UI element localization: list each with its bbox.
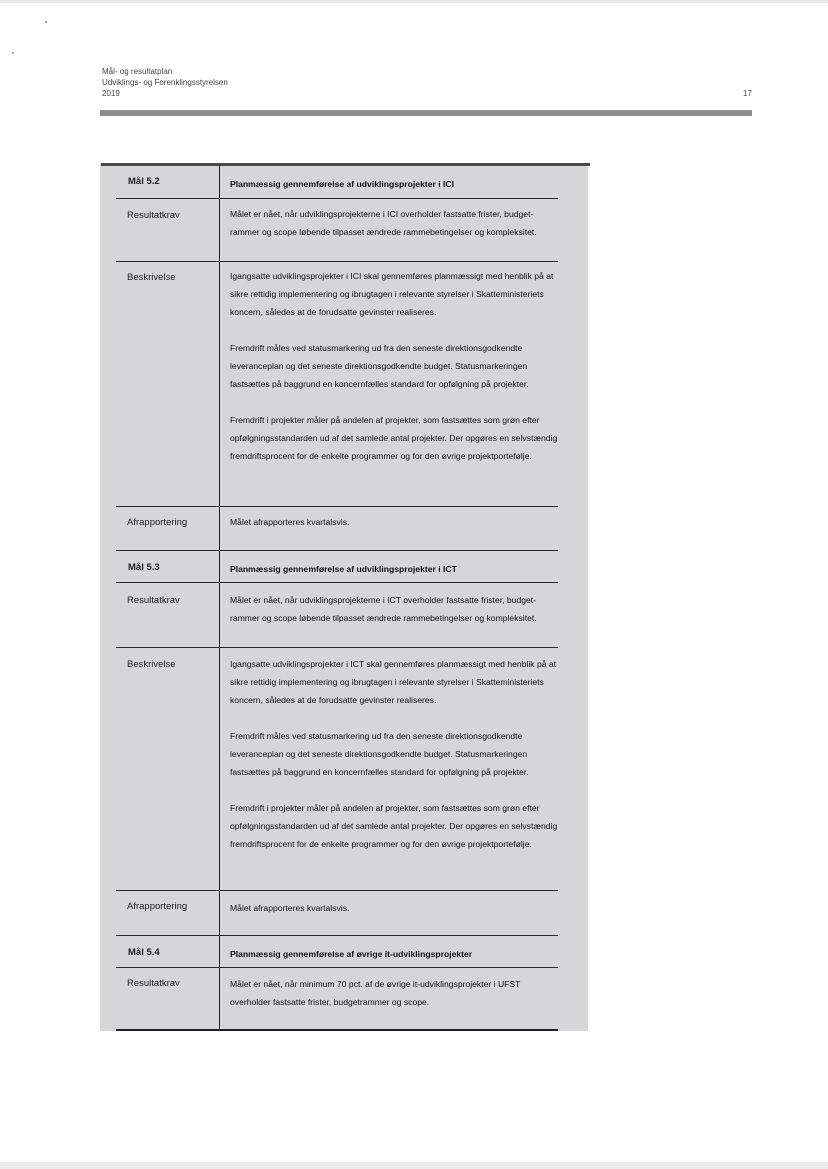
description-paragraph: Fremdrift i projekter måler på andelen af projekter, som fastsættes som grøn efter opfølgningsstandarden ud af det samlede antal projekter. Der opgøres en selvstændig fremdriftsprocent for de enkelte programmer og for den øvrige projektportefølje. [230,415,558,461]
description-text-5-2 [230,267,562,465]
result-text-5-3: Målet er nået, når udviklingsprojekterne i ICT overholder fastsatte frister, budget-rammer og scope løbende tilpasset ændrede rammebetingelser og kompleksitet. [230,595,537,623]
row-divider [116,198,558,199]
goal-title-5-2: Planmæssig gennemførelse af udviklingsprojekter i ICI [230,179,454,189]
report-text-5-2: Målet afrapporteres kvartalsvis. [230,517,350,527]
goals-table [100,163,588,1031]
goal-label-5-2: Mål 5.2 [128,176,160,187]
result-text-5-2: Målet er nået, når udviklingsprojekterne i ICI overholder fastsatte frister, budget-rammer og scope løbende tilpasset ændrede rammebetingelser og kompleksitet. [230,209,537,237]
row-divider [116,506,558,507]
table-bottom-border [116,1029,558,1031]
description-paragraph: Igangsatte udviklingsprojekter i ICI skal gennemføres planmæssigt med henblik på at sikre rettidig implementering og ibrugtagen i relevante styrelser i Skatteministeriets koncern, således at de forudsatte gevinster realiseres. [230,271,554,317]
report-label-5-3: Afrapportering [127,901,188,912]
row-divider [116,647,558,648]
description-paragraph: Fremdrift i projekter måler på andelen af projekter, som fastsættes som grøn efter opfølgningsstandarden ud af det samlede antal projekter. Der opgøres en selvstændig fremdriftsprocent for de enkelte programmer og for den øvrige projektportefølje. [230,803,558,849]
result-label-5-3: Resultatkrav [127,595,180,606]
description-paragraph: Fremdrift måles ved statusmarkering ud fra den seneste direktionsgodkendte leveranceplan og det seneste direktionsgodkendte budget. Statusmarkeringen fastsættes på baggrund en koncernfælles standard for opfølgning på projekter. [230,343,529,389]
description-paragraph: Fremdrift måles ved statusmarkering ud fra den seneste direktionsgodkendte leveranceplan og det seneste direktionsgodkendte budget. Statusmarkeringen fastsættes på baggrund en koncernfælles standard for opfølgning på projekter. [230,731,529,777]
header-organization: Udviklings- og Forenklingsstyrelsen [102,78,228,87]
table-top-border [101,163,590,166]
column-divider [219,165,220,1031]
page-top-edge [0,0,828,3]
header-year: 2019 [102,89,120,98]
report-label-5-2: Afrapportering [127,517,188,528]
page-number: 17 [743,89,752,98]
row-divider [116,935,558,936]
row-divider [116,967,558,968]
header-title: Mål- og resultatplan [102,67,173,76]
scan-speck [12,52,14,54]
description-label-5-2: Beskrivelse [127,272,176,283]
description-paragraph: Igangsatte udviklingsprojekter i ICT skal gennemføres planmæssigt med henblik på at sikre rettidig implementering og ibrugtagen i relevante styrelser i Skatteministeriets koncern, således at de forudsatte gevinster realiseres. [230,659,557,705]
row-divider [116,890,558,891]
result-text-5-4: Målet er nået, når minimum 70 pct. af de øvrige it-udviklingsprojekter i UFST overholder fastsatte frister, budgetrammer og scope. [230,979,521,1007]
document-header [102,66,228,99]
row-divider [116,261,558,262]
result-label-5-4: Resultatkrav [127,978,180,989]
row-divider [116,582,558,583]
goal-label-5-4: Mål 5.4 [128,947,160,958]
scan-speck [45,21,47,23]
header-rule [100,110,752,116]
description-text-5-3 [230,655,562,853]
goal-label-5-3: Mål 5.3 [128,562,160,573]
row-divider [116,550,558,551]
goal-title-5-3: Planmæssig gennemførelse af udviklingsprojekter i ICT [230,564,457,574]
goal-title-5-4: Planmæssig gennemførelse af øvrige it-udviklingsprojekter [230,949,473,959]
report-text-5-3: Målet afrapporteres kvartalsvis. [230,903,350,913]
description-label-5-3: Beskrivelse [127,659,176,670]
result-label-5-2: Resultatkrav [127,210,180,221]
page-bottom-edge [0,1162,828,1169]
